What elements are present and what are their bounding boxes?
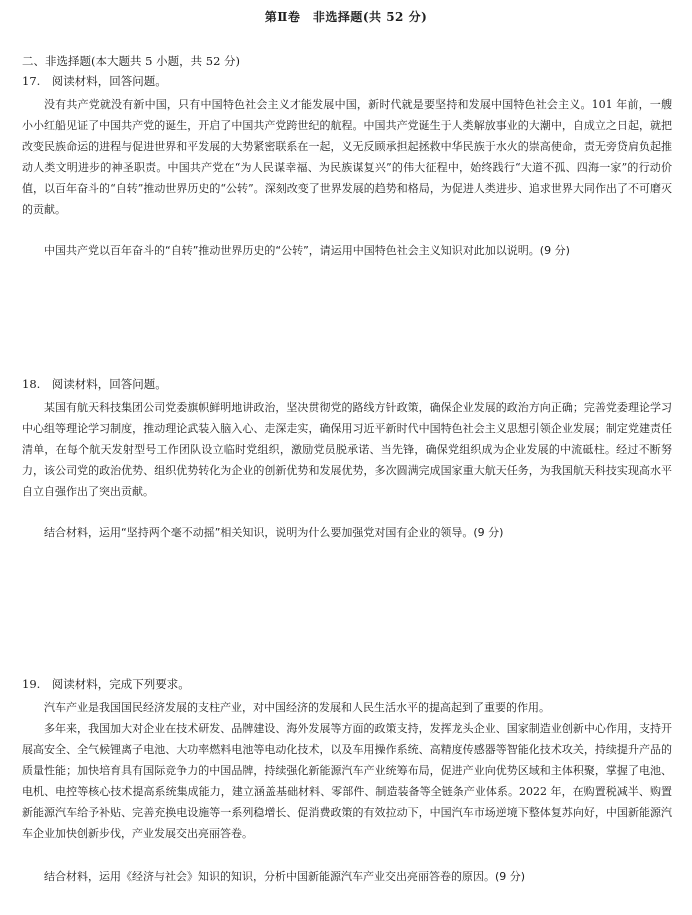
question-19-material-2: 多年来，我国加大对企业在技术研发、品牌建设、海外发展等方面的政策支持，发挥龙头企业、国家制造业创新中心作用，支持开展高安全、全气候锂离子电池、大功率燃料电池等电动化技术，以及车用操作系统、高精度传感器等智能化技术攻关，持续提升产品的质量性能；加快培育具有国际竞争力的中国品牌，持续强化新能源汽车产业统筹布局，促进产业向优势区域和主体积聚，掌握了电池、电机、电控等核心技术提高系统集成能力，建立涵盖基础材料、零部件、制造装备等全链条产业体系。2022 年，在购置税减半、购置新能源汽车给予补贴、完善充换电设施等一系列稳增长、促消费政策的有效拉动下，中国汽车市场逆境下整体复苏向好，中国新能源汽车企业加快创新步伐，产业发展交出亮丽答卷。 (22, 722, 672, 840)
question-18-material: 某国有航天科技集团公司党委旗帜鲜明地讲政治，坚决贯彻党的路线方针政策，确保企业发展的政治方向正确；完善党委理论学习中心组等理论学习制度，推动理论武装入脑入心、走深走实，确保用习近平新时代中国特色社会主义思想引领企业发展；制定党建责任清单，在每个航天发射型号工作团队设立临时党组织，激励党员脱承诺、当先锋，确保党组织成为企业发展的中流砥柱。经过不断努力，该公司党的政治优势、组织优势转化为企业的创新优势和发展优势，多次圆满完成国家重大航天任务，为我国航天科技实现高水平自立自强作出了突出贡献。 (22, 401, 672, 498)
question-19-prompt: 结合材料，运用《经济与社会》知识的知识，分析中国新能源汽车产业交出亮丽答卷的原因。(9 分) (44, 870, 526, 883)
section-title: 二、非选择题(本大题共 5 小题，共 52 分) (22, 54, 241, 68)
page-header: 第Ⅱ卷 非选择题(共 52 分) (264, 10, 428, 24)
question-18-prompt: 结合材料，运用“坚持两个毫不动摇”相关知识，说明为什么要加强党对国有企业的领导。(9 分) (44, 526, 504, 539)
question-17-prompt: 中国共产党以百年奋斗的“自转”推动世界历史的“公转”，请运用中国特色社会主义知识对此加以说明。(9 分) (44, 244, 570, 257)
question-17-material: 没有共产党就没有新中国，只有中国特色社会主义才能发展中国，新时代就是要坚持和发展中国特色社会主义。101 年前，一艘小小红船见证了中国共产党的诞生，开启了中国共产党跨世纪的航程。中国共产党诞生于人类解放事业的大潮中，自成立之日起，就把改变民族命运的进程与促进世界和平发展的大势紧密联系在一起，义无反顾承担起拯救中华民族于水火的崇高使命，责无旁贷肩负起推动人类文明进步的神圣职责。中国共产党在“为人民谋幸福、为民族谋复兴”的伟大征程中，始终践行“大道不孤、四海一家”的行动价值，以百年奋斗的“自转”推动世界历史的“公转”。深刻改变了世界发展的趋势和格局，为促进人类进步、追求世界大同作出了不可磨灭的贡献。 (22, 98, 672, 216)
question-19-heading: 19. 阅读材料，完成下列要求。 (22, 677, 190, 691)
question-17-heading: 17. 阅读材料，回答问题。 (22, 74, 167, 88)
question-18-heading: 18. 阅读材料，回答问题。 (22, 377, 167, 391)
question-19-material-1: 汽车产业是我国国民经济发展的支柱产业，对中国经济的发展和人民生活水平的提高起到了重要的作用。 (44, 701, 550, 714)
